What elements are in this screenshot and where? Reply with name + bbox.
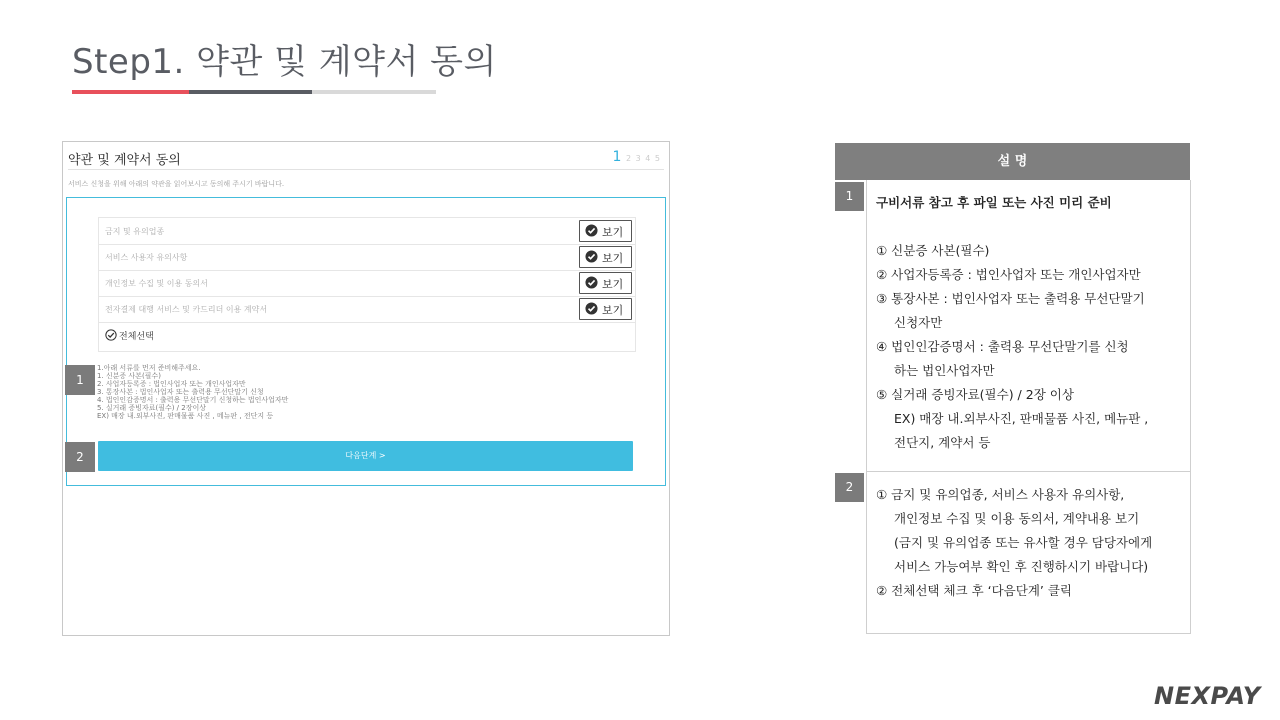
slide-title: Step1. 약관 및 계약서 동의 [72,42,497,82]
section1-line: ⑤ 실거래 증빙자료(필수) / 2장 이상 [876,387,1074,402]
section2-line: 서비스 가능여부 확인 후 진행하시기 바랍니다) [894,559,1149,574]
explanation-badge-2: 2 [835,473,864,502]
callout-badge-1: 1 [65,365,95,395]
term-label: 전자결제 대행 서비스 및 카드리더 이용 계약서 [105,305,268,314]
section1-line: 신청자만 [894,315,943,330]
view-button-label: 보기 [602,252,624,265]
section2-line: 개인정보 수집 및 이용 동의서, 계약내용 보기 [894,511,1140,526]
view-button[interactable] [579,246,632,268]
docs-line: 5. 실거래 증빙자료(필수) / 2장이상 [97,404,206,412]
docs-line: 3. 통장사본 : 법인사업자 또는 출력용 무선단말기 신청 [97,388,264,396]
section1-line: 전단지, 계약서 등 [894,435,991,450]
check-circle-outline-icon [105,329,117,341]
docs-line: EX) 매장 내.외부사진, 판매물품 사진 , 메뉴판 , 전단지 등 [97,412,274,420]
term-label: 개인정보 수집 및 이용 동의서 [105,279,208,288]
next-step-button[interactable]: 다음단계 > [98,441,633,471]
view-button[interactable] [579,272,632,294]
section2-line: (금지 및 유의업종 또는 유사할 경우 담당자에게 [894,535,1153,550]
step-indicator [611,149,660,165]
section1-line: ④ 법인인감증명서 : 출력용 무선단말기를 신청 [876,339,1129,354]
underline-red [72,90,189,94]
step-4: 4 [645,154,651,163]
step-2: 2 [625,154,632,163]
section2-line: ② 전체선택 체크 후 ‘다음단계’ 클릭 [876,583,1072,598]
term-row-privacy [99,270,635,297]
term-label: 금지 및 유의업종 [105,227,165,236]
section1-line: ① 신분증 사본(필수) [876,243,990,258]
section2-line: ① 금지 및 유의업종, 서비스 사용자 유의사항, [876,487,1125,502]
step-5: 5 [654,154,660,163]
check-circle-icon [585,302,598,315]
check-circle-icon [585,276,598,289]
screenshot-panel [62,141,670,636]
view-button[interactable] [579,298,632,320]
required-docs-text [97,364,288,420]
section1-title: 구비서류 참고 후 파일 또는 사진 미리 준비 [876,195,1112,210]
step-3: 3 [635,154,641,163]
underline-gray [312,90,436,94]
term-label: 서비스 사용자 유의사항 [105,253,188,262]
view-button-label: 보기 [602,226,624,239]
section1-line: ② 사업자등록증 : 법인사업자 또는 개인사업자만 [876,267,1141,282]
underline-dark [189,90,312,94]
docs-line: 1. 신분증 사본(필수) [97,372,161,380]
term-row-user-notice [99,244,635,271]
select-all-label: 전체선택 [119,332,154,342]
view-button-label: 보기 [602,278,624,291]
check-circle-icon [585,250,598,263]
section1-line: 하는 법인사업자만 [894,363,995,378]
docs-line: 1.아래 서류를 먼저 준비해주세요. [97,364,201,372]
docs-line: 4. 법인인감증명서 : 출력용 무선단말기 신청하는 법인사업자만 [97,396,289,404]
docs-line: 2. 사업자등록증 : 법인사업자 또는 개인사업자만 [97,380,246,388]
screen-header [68,147,664,170]
agreement-frame [66,197,666,486]
explanation-divider [866,471,1190,472]
step-1: 1 [612,149,622,165]
view-button[interactable] [579,220,632,242]
callout-badge-2: 2 [65,442,95,472]
brand-logo: NEXPAY [1154,682,1261,710]
screen-title: 약관 및 계약서 동의 [68,153,181,168]
check-circle-icon [585,224,598,237]
screen-description: 서비스 신청을 위해 아래의 약관을 읽어보시고 동의해 주시기 바랍니다. [68,180,285,188]
term-row-contract [99,296,635,323]
section1-line: EX) 매장 내.외부사진, 판매물품 사진, 메뉴판 , [894,411,1149,426]
title-underline [72,90,436,94]
term-row-prohibited [99,218,635,245]
explanation-badge-1: 1 [835,182,864,211]
terms-list [98,217,636,352]
explanation-header: 설 명 [835,143,1190,180]
view-button-label: 보기 [602,304,624,317]
section1-line: ③ 통장사본 : 법인사업자 또는 출력용 무선단말기 [876,291,1145,306]
